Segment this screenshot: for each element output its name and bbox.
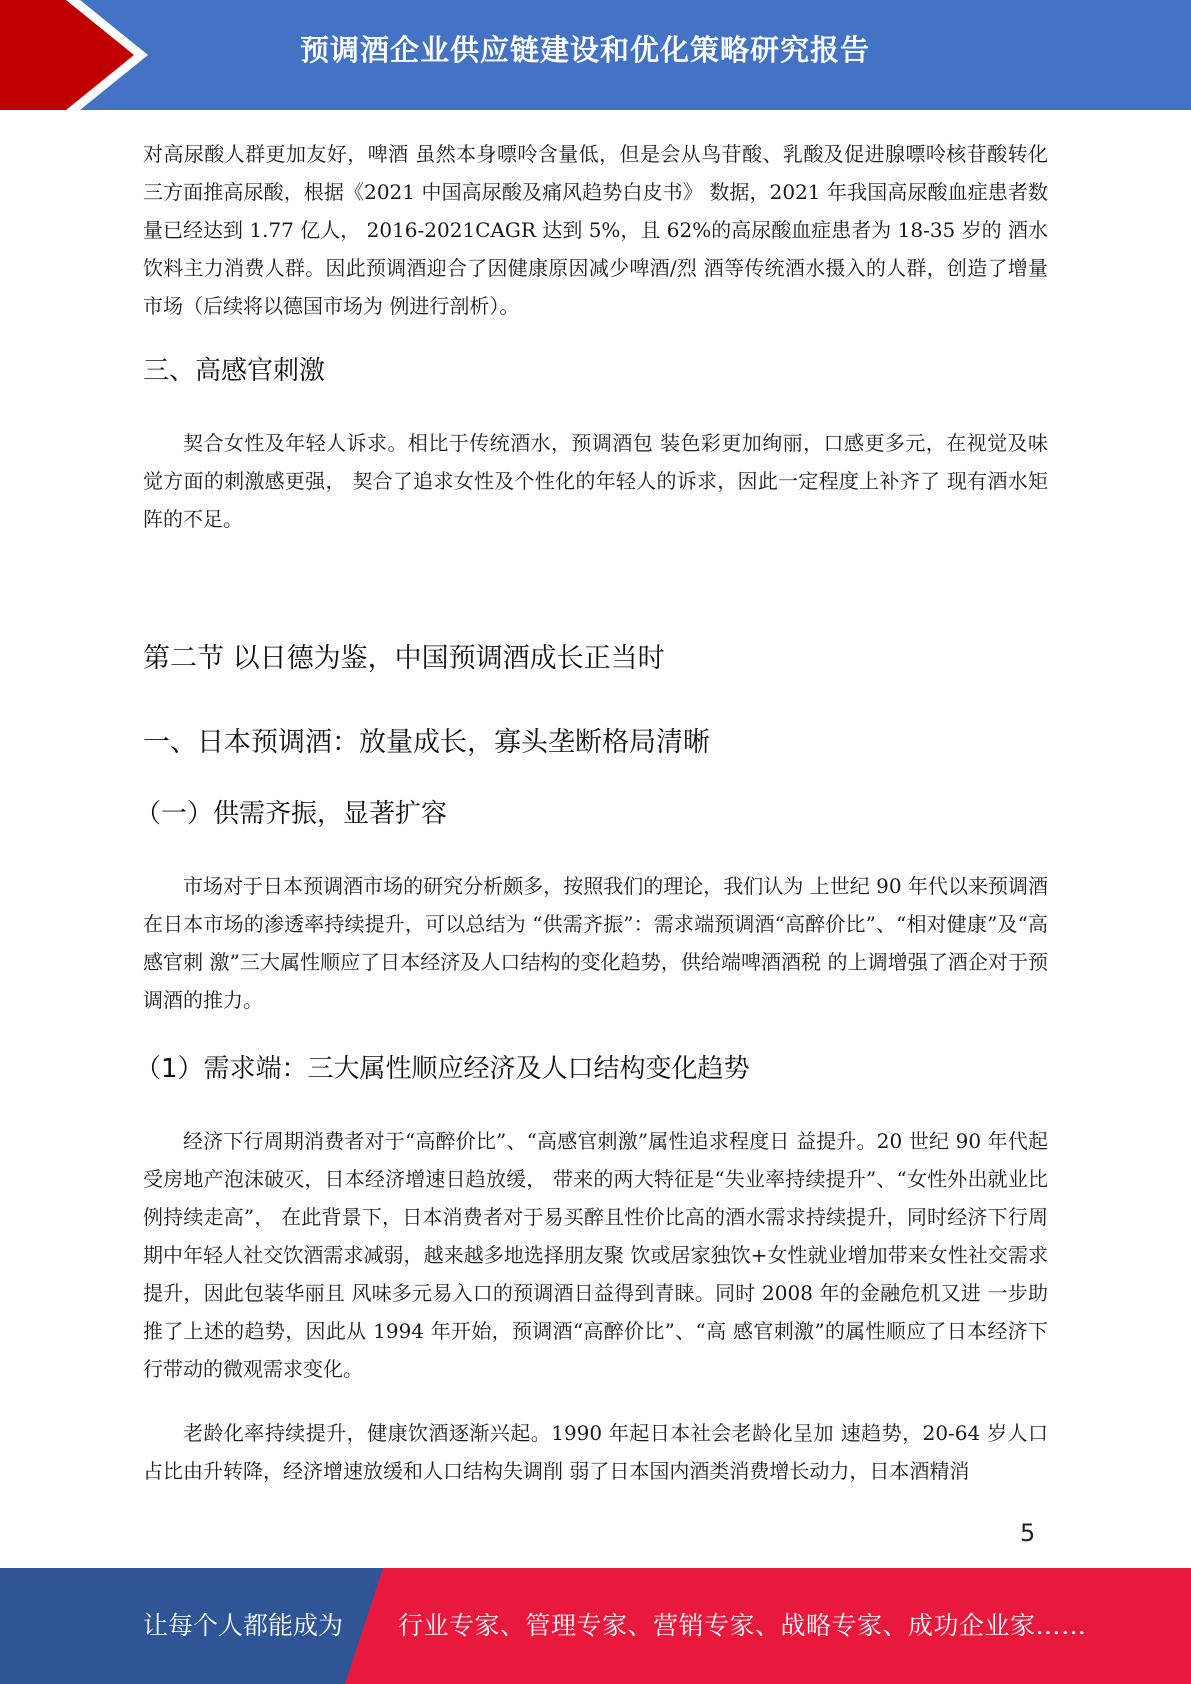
report-title: 预调酒企业供应链建设和优化策略研究报告 [300,33,871,67]
heading-section-two: 第二节 以日德为鉴，中国预调酒成长正当时 [143,643,665,674]
paragraph-sensory: 契合女性及年轻人诉求。相比于传统酒水，预调酒包 装色彩更加绚丽，口感更多元，在视觉及味觉方面的刺激感更强， 契合了追求女性及个性化的年轻人的诉求，因此一定程度上补齐了 现有酒水矩阵的不足。 [143,431,1048,531]
paragraph-aging: 老龄化率持续提升，健康饮酒逐渐兴起。1990 年起日本社会老龄化呈加 速趋势，20-64 岁人口占比由升转降，经济增速放缓和人口结构失调削 弱了日本国内酒类消费增长动力，日本酒精消 [143,1421,1048,1483]
page-footer [0,1568,1191,1684]
paragraph-economic-downturn: 经济下行周期消费者对于“高醉价比”、“高感官刺激”属性追求程度日 益提升。20 世纪 90 年代起受房地产泡沫破灭，日本经济增速日趋放缓， 带来的两大特征是“失业率持续提升”、“女性外出就业比例持续走高”， 在此背景下，日本消费者对于易买醉且性价比高的酒水需求持续提升，同时经济下行周期中年轻人社交饮酒需求减弱，越来越多地选择朋友聚 饮或居家独饮+女性就业增加带来女性社交需求提升，因此包装华丽且 风味多元易入口的预调酒日益得到青睐。同时 2008 年的金融危机又进 一步助推了上述的趋势，因此从 1994 年开始，预调酒“高醉价比”、“高 感官刺激”的属性顺应了日本经济下行带动的微观需求变化。 [143,1129,1048,1381]
footer-slogan-right: 行业专家、管理专家、营销专家、战略专家、成功企业家…… [398,1611,1087,1640]
footer-slogan-left: 让每个人都能成为 [143,1611,344,1640]
paragraph-uric-acid: 对高尿酸人群更加友好，啤酒 虽然本身嘌呤含量低，但是会从鸟苷酸、乳酸及促进腺嘌呤核苷酸转化三方面推高尿酸，根据《2021 中国高尿酸及痛风趋势白皮书》 数据，2021 年我国高尿酸血症患者数量已经达到 1.77 亿人， 2016-2021CAGR 达到 5%，且 62%的高尿酸血症患者为 18-35 岁的 酒水饮料主力消费人群。因此预调酒迎合了因健康原因减少啤酒/烈 酒等传统酒水摄入的人群，创造了增量市场（后续将以德国市场为 例进行剖析）。 [143,142,1048,318]
page-header [0,0,1191,110]
heading-demand-side: （1）需求端：三大属性顺应经济及人口结构变化趋势 [135,1054,750,1084]
heading-high-sensory: 三、高感官刺激 [143,356,326,386]
heading-supply-demand: （一）供需齐振，显著扩容 [135,799,448,829]
heading-japan: 一、日本预调酒：放量成长，寡头垄断格局清晰 [143,727,710,758]
page-number: 5 [1020,1519,1036,1547]
paragraph-japan-market: 市场对于日本预调酒市场的研究分析颇多，按照我们的理论，我们认为 上世纪 90 年代以来预调酒在日本市场的渗透率持续提升，可以总结为 “供需齐振”：需求端预调酒“高醉价比”、“相对健康”及“高感官刺 激”三大属性顺应了日本经济及人口结构的变化趋势，供给端啤酒酒税 的上调增强了酒企对于预调酒的推力。 [143,874,1048,1012]
